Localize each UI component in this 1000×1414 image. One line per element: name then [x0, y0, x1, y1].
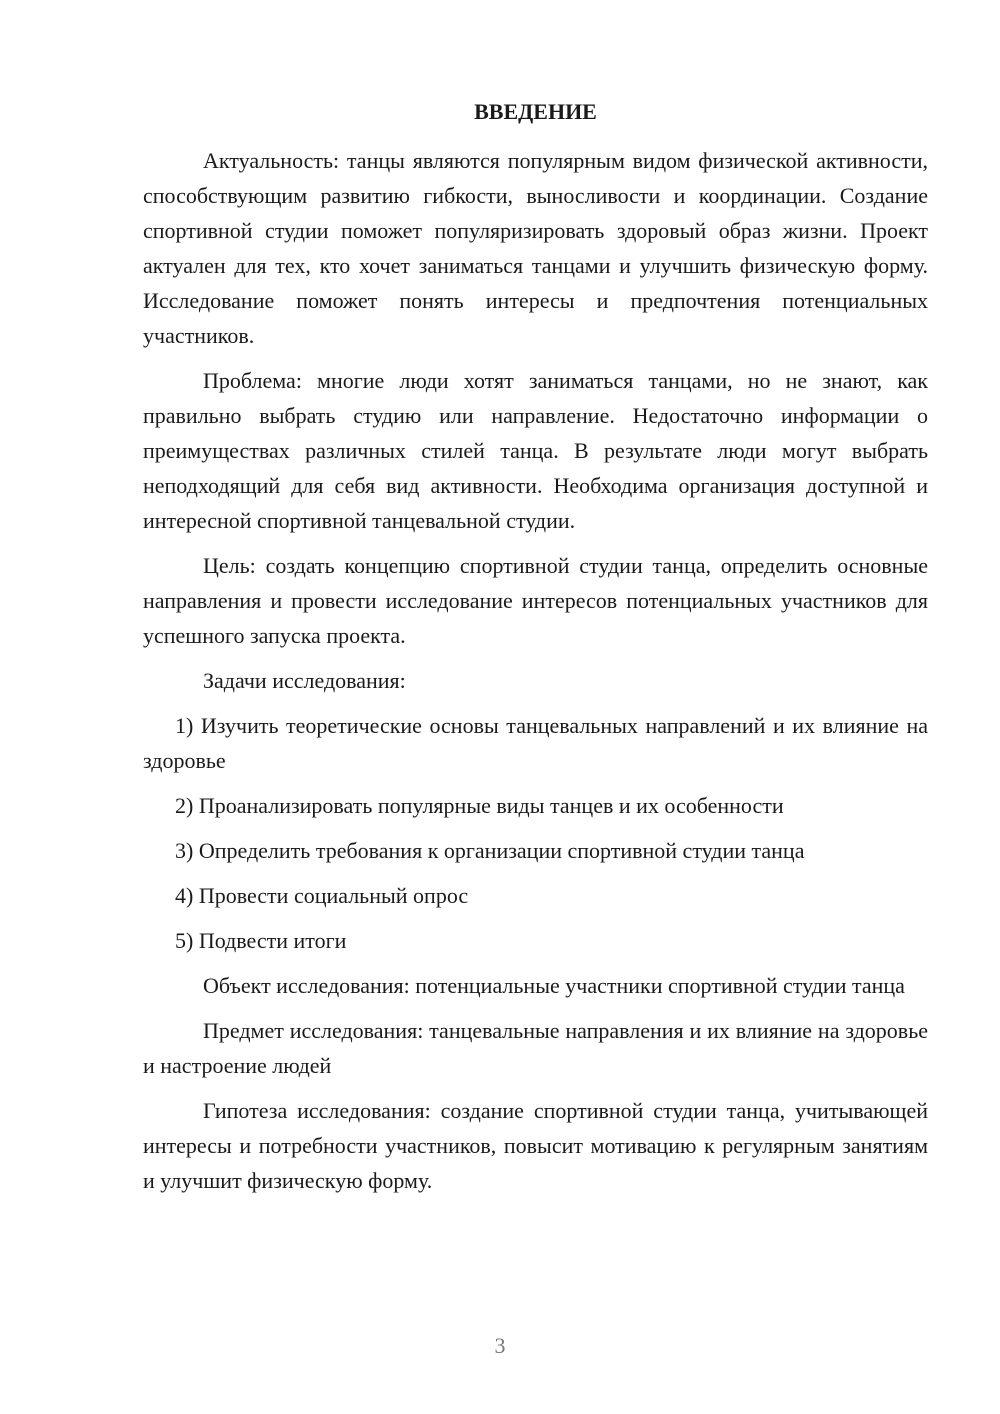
page-content: [143, 94, 928, 1208]
section-title: ВВЕДЕНИЕ: [474, 99, 597, 124]
task-item: 5) Подвести итоги: [175, 928, 347, 953]
task-item: 1) Изучить теоретические основы танцевальных направлений и их влияние на здоровье: [143, 713, 928, 773]
task-item: 2) Проанализировать популярные виды танцев и их особенности: [175, 793, 784, 818]
tasks-list: [143, 708, 928, 958]
subject-paragraph: Предмет исследования: танцевальные направления и их влияние на здоровье и настроение людей: [143, 1018, 928, 1078]
page-number: 3: [494, 1333, 506, 1358]
goal-paragraph: Цель: создать концепцию спортивной студии танца, определить основные направления и провести исследование интересов потенциальных участников для успешного запуска проекта.: [143, 553, 928, 648]
hypothesis-paragraph: Гипотеза исследования: создание спортивной студии танца, учитывающей интересы и потребности участников, повысит мотивацию к регулярным занятиям и улучшит физическую форму.: [143, 1098, 928, 1193]
tasks-heading: Задачи исследования:: [203, 668, 406, 693]
object-paragraph: Объект исследования: потенциальные участники спортивной студии танца: [203, 973, 905, 998]
task-item: 4) Провести социальный опрос: [175, 883, 469, 908]
relevance-paragraph: Актуальность: танцы являются популярным видом физической активности, способствующим развитию гибкости, выносливости и координации. Создание спортивной студии поможет популяризировать здоровый образ жизни. Проект актуален для тех, кто хочет заниматься танцами и улучшить физическую форму. Исследование поможет понять интересы и предпочтения потенциальных участников.: [143, 148, 928, 348]
problem-paragraph: Проблема: многие люди хотят заниматься танцами, но не знают, как правильно выбрать студию или направление. Недостаточно информации о преимуществах различных стилей танца. В результате люди могут выбрать неподходящий для себя вид активности. Необходима организация доступной и интересной спортивной танцевальной студии.: [143, 368, 928, 533]
task-item: 3) Определить требования к организации спортивной студии танца: [175, 838, 805, 863]
